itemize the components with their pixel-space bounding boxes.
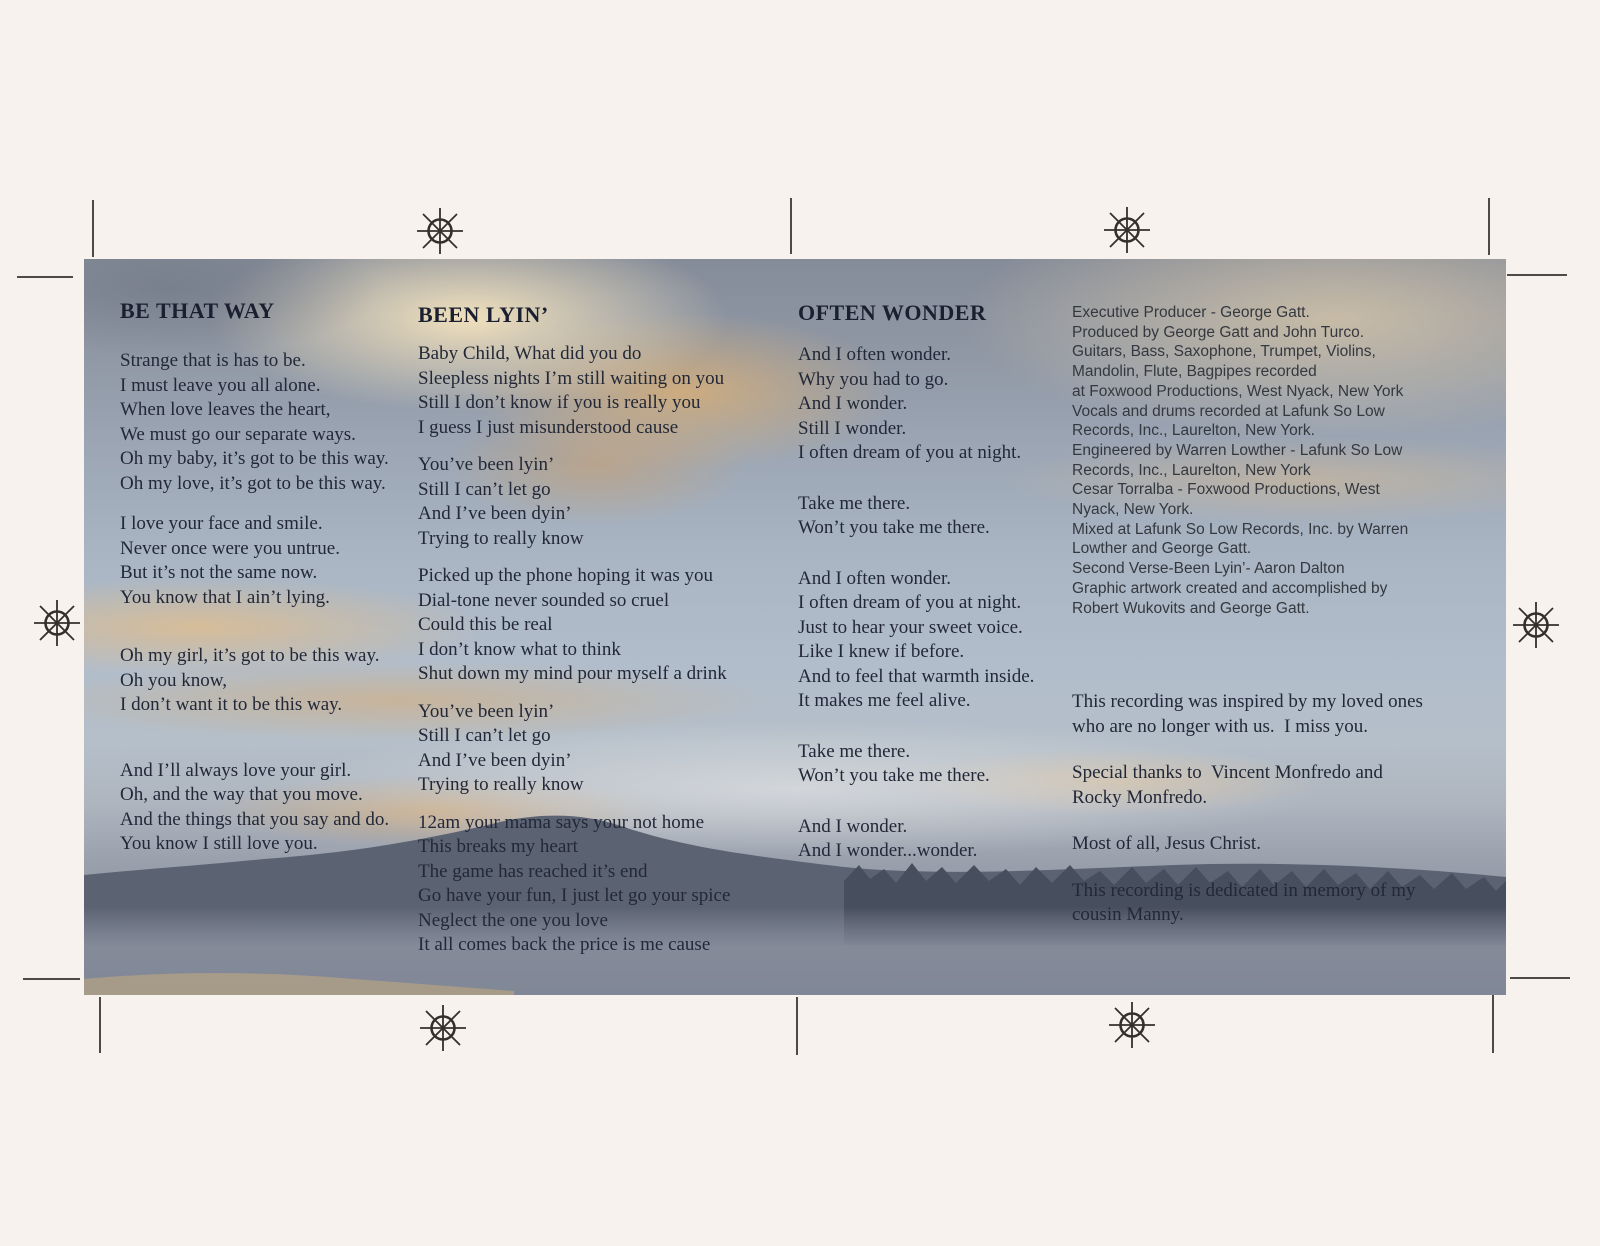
credit-line: at Foxwood Productions, West Nyack, New York bbox=[1072, 382, 1404, 400]
lyric-line: Dial-tone never sounded so cruel bbox=[418, 589, 670, 611]
stanza bbox=[798, 492, 1098, 541]
notes-block bbox=[1072, 690, 1491, 950]
credits-column bbox=[1072, 259, 1506, 995]
stanza bbox=[798, 815, 1098, 864]
lyric-line: And I often wonder. bbox=[798, 567, 952, 589]
credit-line: Mandolin, Flute, Bagpipes recorded bbox=[1072, 363, 1317, 381]
lyric-line: Never once were you untrue. bbox=[120, 537, 340, 559]
crop-mark bbox=[1488, 198, 1490, 255]
lyric-line: I don’t want it to be this way. bbox=[120, 694, 343, 715]
stanza bbox=[418, 700, 774, 798]
song-column-often-wonder bbox=[798, 301, 1098, 890]
stanza bbox=[120, 512, 432, 610]
lyric-line: Shut down my mind pour myself a drink bbox=[418, 663, 727, 684]
stanza bbox=[120, 349, 432, 496]
lyric-line: Neglect the one you love bbox=[418, 909, 608, 931]
song-column-be-that-way bbox=[120, 299, 432, 873]
stanza bbox=[418, 564, 774, 687]
lyric-line: Just to hear your sweet voice. bbox=[798, 616, 1023, 638]
crop-mark bbox=[23, 978, 80, 980]
lyric-line: And the things that you say and do. bbox=[120, 808, 390, 830]
stanza bbox=[798, 740, 1098, 789]
lyric-line: Oh my baby, it’s got to be this way. bbox=[120, 448, 389, 469]
lyric-line: Like I knew if before. bbox=[798, 641, 965, 662]
stanza bbox=[418, 453, 774, 551]
note-line: cousin Manny. bbox=[1072, 904, 1184, 925]
note-line: Special thanks to Vincent Monfredo and bbox=[1072, 762, 1383, 783]
credit-line: Guitars, Bass, Saxophone, Trumpet, Violins, bbox=[1072, 343, 1376, 361]
lyric-line: Trying to really know bbox=[418, 527, 584, 549]
crop-mark bbox=[1507, 274, 1567, 276]
lyric-line: And to feel that warmth inside. bbox=[798, 665, 1035, 687]
stanza bbox=[120, 644, 432, 718]
lyrics-block bbox=[798, 343, 1098, 864]
song-column-been-lyin bbox=[418, 303, 774, 971]
credit-line: Robert Wukovits and George Gatt. bbox=[1072, 599, 1310, 617]
registration-mark-icon bbox=[1108, 1001, 1156, 1049]
lyric-line: And I’ve been dyin’ bbox=[418, 749, 572, 771]
note-paragraph bbox=[1072, 832, 1491, 857]
lyric-line: 12am your mama says your not home bbox=[418, 811, 705, 833]
stanza bbox=[798, 343, 1098, 466]
note-line: Most of all, Jesus Christ. bbox=[1072, 833, 1261, 854]
lyric-line: Oh my love, it’s got to be this way. bbox=[120, 472, 386, 494]
crop-mark bbox=[1492, 995, 1494, 1053]
lyric-line: Still I wonder. bbox=[798, 417, 907, 439]
lyric-line: Won’t you take me there. bbox=[798, 765, 990, 786]
lyric-line: Could this be real bbox=[418, 614, 553, 635]
credit-line: Lowther and George Gatt. bbox=[1072, 540, 1252, 558]
lyric-line: Still I don’t know if you is really you bbox=[418, 392, 701, 413]
credits-block bbox=[1072, 303, 1506, 618]
lyric-line: I often dream of you at night. bbox=[798, 592, 1022, 613]
lyric-line: Still I can’t let go bbox=[418, 478, 551, 500]
lyric-line: Won’t you take me there. bbox=[798, 517, 990, 538]
stanza bbox=[120, 759, 432, 857]
lyric-line: I guess I just misunderstood cause bbox=[418, 416, 679, 438]
lyric-line: When love leaves the heart, bbox=[120, 399, 331, 420]
lyric-line: And I’ve been dyin’ bbox=[418, 503, 572, 524]
crop-mark bbox=[790, 198, 792, 254]
lyric-line: And I wonder. bbox=[798, 815, 908, 837]
credit-line: Graphic artwork created and accomplished by bbox=[1072, 579, 1388, 597]
stanza bbox=[418, 342, 774, 440]
cd-booklet-panel bbox=[84, 259, 1506, 995]
lyric-line: And I’ll always love your girl. bbox=[120, 759, 352, 781]
credit-line: Cesar Torralba - Foxwood Productions, West bbox=[1072, 481, 1380, 499]
note-line: who are no longer with us. I miss you. bbox=[1072, 715, 1369, 737]
lyric-line: Baby Child, What did you do bbox=[418, 343, 642, 364]
registration-mark-icon bbox=[1103, 206, 1151, 254]
credit-line: Executive Producer - George Gatt. bbox=[1072, 304, 1310, 321]
song-title: OFTEN WONDER bbox=[798, 300, 987, 325]
lyric-line: This breaks my heart bbox=[418, 836, 578, 857]
lyric-line: And I wonder...wonder. bbox=[798, 840, 978, 861]
lyric-line: You know I still love you. bbox=[120, 833, 318, 854]
lyrics-block bbox=[418, 342, 774, 958]
crop-mark bbox=[1510, 977, 1570, 979]
lyric-line: Oh you know, bbox=[120, 669, 227, 691]
credit-line: Mixed at Lafunk So Low Records, Inc. by Warren bbox=[1072, 520, 1409, 538]
lyric-line: Take me there. bbox=[798, 492, 911, 514]
lyric-line: Strange that is has to be. bbox=[120, 350, 306, 371]
lyric-line: But it’s not the same now. bbox=[120, 562, 318, 583]
song-title: BE THAT WAY bbox=[120, 298, 275, 323]
note-paragraph bbox=[1072, 690, 1491, 739]
note-line: This recording was inspired by my loved ones bbox=[1072, 691, 1423, 712]
credit-line: Engineered by Warren Lowther - Lafunk So Low bbox=[1072, 441, 1403, 459]
lyric-line: It all comes back the price is me cause bbox=[418, 934, 711, 955]
lyric-line: It makes me feel alive. bbox=[798, 690, 971, 711]
lyrics-block bbox=[120, 349, 432, 857]
lyric-line: Oh my girl, it’s got to be this way. bbox=[120, 645, 380, 666]
lyric-line: We must go our separate ways. bbox=[120, 423, 356, 445]
credit-line: Records, Inc., Laurelton, New York bbox=[1072, 461, 1311, 479]
stanza bbox=[798, 567, 1098, 714]
lyric-line: And I often wonder. bbox=[798, 344, 952, 365]
credit-line: Nyack, New York. bbox=[1072, 501, 1194, 519]
note-line: This recording is dedicated in memory of my bbox=[1072, 879, 1416, 901]
lyric-line: I love your face and smile. bbox=[120, 513, 323, 534]
note-paragraph bbox=[1072, 761, 1491, 810]
crop-mark bbox=[92, 200, 94, 257]
lyric-line: You’ve been lyin’ bbox=[418, 454, 555, 475]
registration-mark-icon bbox=[1512, 601, 1560, 649]
stanza bbox=[418, 811, 774, 958]
registration-mark-icon bbox=[33, 599, 81, 647]
lyric-line: Go have your fun, I just let go your spice bbox=[418, 885, 731, 906]
note-paragraph bbox=[1072, 879, 1491, 928]
lyric-line: Trying to really know bbox=[418, 774, 584, 795]
crop-mark bbox=[796, 997, 798, 1055]
lyric-line: I don’t know what to think bbox=[418, 638, 621, 660]
lyric-line: Sleepless nights I’m still waiting on you bbox=[418, 367, 725, 389]
registration-mark-icon bbox=[416, 207, 464, 255]
crop-mark bbox=[99, 997, 101, 1053]
lyric-line: Oh, and the way that you move. bbox=[120, 784, 363, 805]
credit-line: Second Verse-Been Lyin’- Aaron Dalton bbox=[1072, 560, 1345, 578]
lyric-line: And I wonder. bbox=[798, 393, 908, 414]
lyric-line: The game has reached it’s end bbox=[418, 860, 648, 882]
lyric-line: You know that I ain’t lying. bbox=[120, 586, 330, 608]
lyric-line: Take me there. bbox=[798, 740, 911, 762]
credit-line: Produced by George Gatt and John Turco. bbox=[1072, 323, 1365, 341]
lyric-line: I must leave you all alone. bbox=[120, 374, 321, 396]
lyric-line: You’ve been lyin’ bbox=[418, 700, 555, 722]
lyric-line: Picked up the phone hoping it was you bbox=[418, 565, 713, 586]
crop-mark bbox=[17, 276, 73, 278]
song-title: BEEN LYIN’ bbox=[418, 302, 549, 327]
lyric-line: Why you had to go. bbox=[798, 368, 949, 390]
note-line: Rocky Monfredo. bbox=[1072, 786, 1208, 808]
credit-line: Vocals and drums recorded at Lafunk So Low bbox=[1072, 402, 1385, 420]
registration-mark-icon bbox=[419, 1004, 467, 1052]
credit-line: Records, Inc., Laurelton, New York. bbox=[1072, 422, 1315, 440]
lyric-line: Still I can’t let go bbox=[418, 725, 551, 746]
lyric-line: I often dream of you at night. bbox=[798, 442, 1022, 463]
